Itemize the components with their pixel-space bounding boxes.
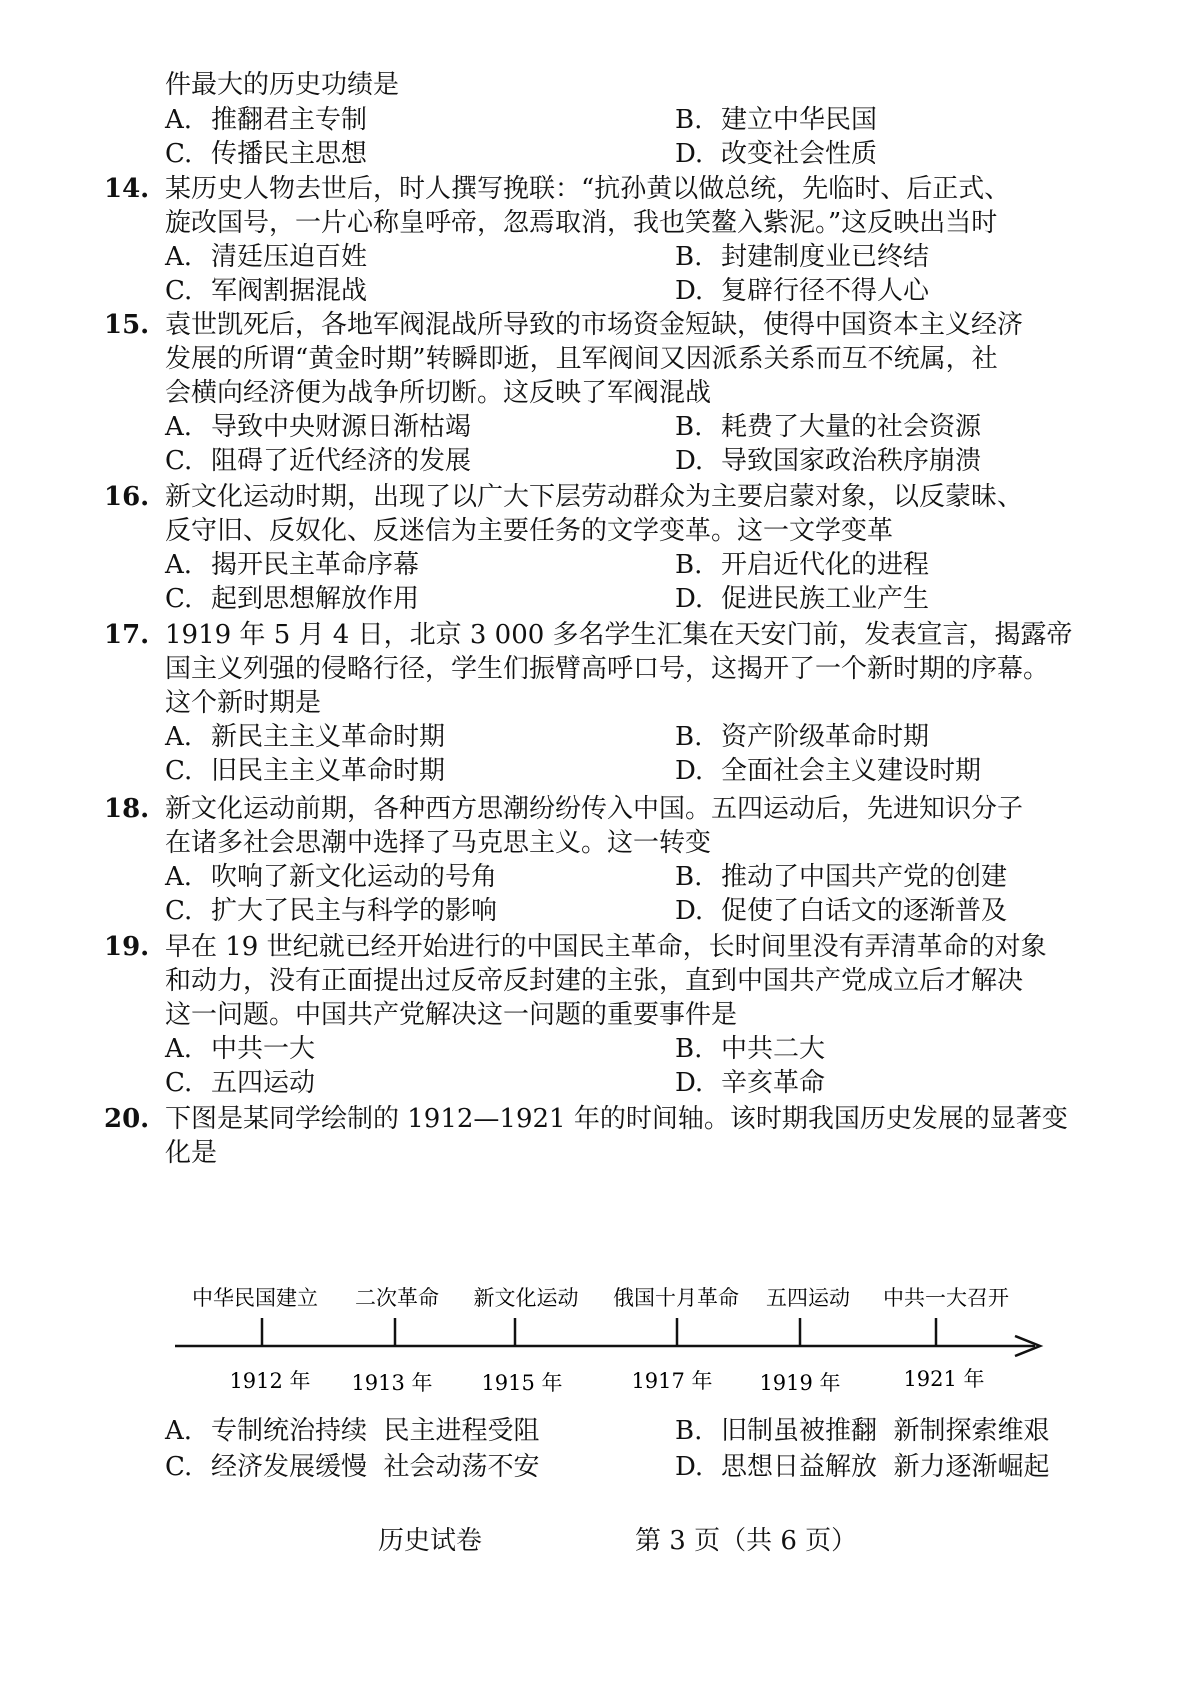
option-text: 封建制度业已终结 [721,242,930,272]
timeline-event-label: 二次革命 [355,1286,439,1310]
option-letter: B. [675,722,703,752]
option-letter: B. [675,1034,703,1064]
timeline-year-label: 1912 年 [229,1369,311,1393]
option-text: 阻碍了近代经济的发展 [211,446,472,476]
option-letter: A. [165,862,193,892]
q16-number: 16. [104,482,150,512]
option-letter: A. [165,412,193,442]
option-text: 中共一大 [211,1034,316,1064]
q20-option-c[interactable] [165,1450,540,1484]
footer-subject: 历史试卷 [378,1526,483,1556]
option-letter: D. [675,446,704,476]
q20-option-a[interactable] [165,1414,540,1448]
option-text: 开启近代化的进程 [721,550,930,580]
option-text: 思想日益解放 新力逐渐崛起 [721,1452,1050,1482]
option-letter: B. [675,105,703,135]
option-text: 扩大了民主与科学的影响 [211,896,498,926]
option-letter: C. [165,1452,193,1482]
q14-number: 14. [104,174,150,204]
q18-stem-line-1: 新文化运动前期，各种西方思潮纷纷传入中国。五四运动后，先进知识分子 [165,794,1024,824]
q16-stem-line-1: 新文化运动时期，出现了以广大下层劳动群众为主要启蒙对象，以反蒙昧、 [165,482,1024,512]
option-text: 促使了白话文的逐渐普及 [721,896,1008,926]
option-text: 改变社会性质 [721,139,878,169]
option-text: 旧制虽被推翻 新制探索维艰 [721,1416,1050,1446]
q20-number: 20. [104,1104,150,1134]
q20-option-d[interactable] [675,1450,1050,1484]
q17-stem-line-3: 这个新时期是 [165,688,322,718]
timeline-year-label: 1917 年 [631,1369,713,1393]
q20-stem-line-1: 下图是某同学绘制的 1912—1921 年的时间轴。该时期我国历史发展的显著变 [165,1104,1068,1134]
q17-stem-line-2: 国主义列强的侵略行径，学生们振臂高呼口号，这揭开了一个新时期的序幕。 [165,654,1050,684]
timeline-year-label: 1919 年 [759,1371,841,1395]
q15-stem-line-1: 袁世凯死后，各地军阀混战所导致的市场资金短缺，使得中国资本主义经济 [165,310,1024,340]
option-text: 复辟行径不得人心 [721,276,930,306]
option-text: 揭开民主革命序幕 [211,550,420,580]
option-letter: D. [675,584,704,614]
option-text: 军阀割据混战 [211,276,368,306]
timeline-year-label: 1921 年 [903,1367,985,1391]
q17-number: 17. [104,620,150,650]
option-text: 吹响了新文化运动的号角 [211,862,498,892]
option-letter: A. [165,722,193,752]
option-letter: C. [165,1068,193,1098]
q18-stem-line-2: 在诸多社会思潮中选择了马克思主义。这一转变 [165,828,712,858]
option-text: 中共二大 [721,1034,826,1064]
option-letter: D. [675,896,704,926]
option-letter: D. [675,756,704,786]
option-letter: B. [675,550,703,580]
q16-stem-line-2: 反守旧、反奴化、反迷信为主要任务的文学变革。这一文学变革 [165,516,894,546]
q19-stem-line-2: 和动力，没有正面提出过反帝反封建的主张，直到中国共产党成立后才解决 [165,966,1024,996]
timeline-event-label: 五四运动 [766,1286,850,1310]
q18-number: 18. [104,794,150,824]
q15-number: 15. [104,310,150,340]
option-letter: B. [675,862,703,892]
option-letter: D. [675,276,704,306]
option-letter: C. [165,276,193,306]
option-text: 耗费了大量的社会资源 [721,412,982,442]
option-letter: B. [675,1416,703,1446]
option-text: 旧民主主义革命时期 [211,756,446,786]
timeline-event-label: 中共一大召开 [883,1286,1009,1310]
q19-stem-line-3: 这一问题。中国共产党解决这一问题的重要事件是 [165,1000,738,1030]
option-text: 新民主主义革命时期 [211,722,446,752]
option-letter: A. [165,550,193,580]
option-text: 建立中华民国 [721,105,878,135]
option-text: 全面社会主义建设时期 [721,756,982,786]
timeline-year-label: 1915 年 [481,1371,563,1395]
q19-stem-line-1: 早在 19 世纪就已经开始进行的中国民主革命，长时间里没有弄清革命的对象 [165,932,1047,962]
q19-number: 19. [104,932,150,962]
option-text: 专制统治持续 民主进程受阻 [211,1416,540,1446]
q13-stem-tail: 件最大的历史功绩是 [165,70,400,100]
option-letter: A. [165,105,193,135]
option-letter: C. [165,584,193,614]
option-letter: C. [165,139,193,169]
option-text: 辛亥革命 [721,1068,826,1098]
option-letter: D. [675,1452,704,1482]
timeline-event-label: 中华民国建立 [192,1286,318,1310]
q14-stem-line-1: 某历史人物去世后，时人撰写挽联：“抗孙黄以做总统，先临时、后正式、 [165,174,1011,204]
option-letter: A. [165,1034,193,1064]
option-letter: A. [165,242,193,272]
q15-stem-line-3: 会横向经济便为战争所切断。这反映了军阀混战 [165,378,712,408]
q17-stem-line-1: 1919 年 5 月 4 日，北京 3 000 多名学生汇集在天安门前，发表宣言，揭露帝 [165,620,1073,650]
timeline-event-label: 俄国十月革命 [613,1286,739,1310]
option-letter: C. [165,446,193,476]
timeline-year-label: 1913 年 [351,1371,433,1395]
timeline-event-label: 新文化运动 [473,1286,579,1310]
option-text: 清廷压迫百姓 [211,242,368,272]
option-text: 导致中央财源日渐枯竭 [211,412,472,442]
option-text: 导致国家政治秩序崩溃 [721,446,982,476]
option-text: 推动了中国共产党的创建 [721,862,1008,892]
option-text: 五四运动 [211,1068,316,1098]
option-letter: D. [675,139,704,169]
option-text: 资产阶级革命时期 [721,722,930,752]
footer-page-info: 第 3 页（共 6 页） [635,1526,858,1556]
q20-option-b[interactable] [675,1414,1050,1448]
option-text: 推翻君主专制 [211,105,368,135]
option-letter: C. [165,756,193,786]
option-letter: A. [165,1416,193,1446]
option-letter: C. [165,896,193,926]
q15-stem-line-2: 发展的所谓“黄金时期”转瞬即逝，且军阀间又因派系关系而互不统属，社 [165,344,998,374]
option-letter: D. [675,1068,704,1098]
option-text: 促进民族工业产生 [721,584,930,614]
option-text: 传播民主思想 [211,139,368,169]
q20-stem-line-2: 化是 [165,1138,218,1168]
option-letter: B. [675,242,703,272]
option-letter: B. [675,412,703,442]
option-text: 起到思想解放作用 [211,584,420,614]
option-text: 经济发展缓慢 社会动荡不安 [211,1452,540,1482]
q14-stem-line-2: 旋改国号，一片心称皇呼帝，忽焉取消，我也笑鳌入紫泥。”这反映出当时 [165,208,998,238]
